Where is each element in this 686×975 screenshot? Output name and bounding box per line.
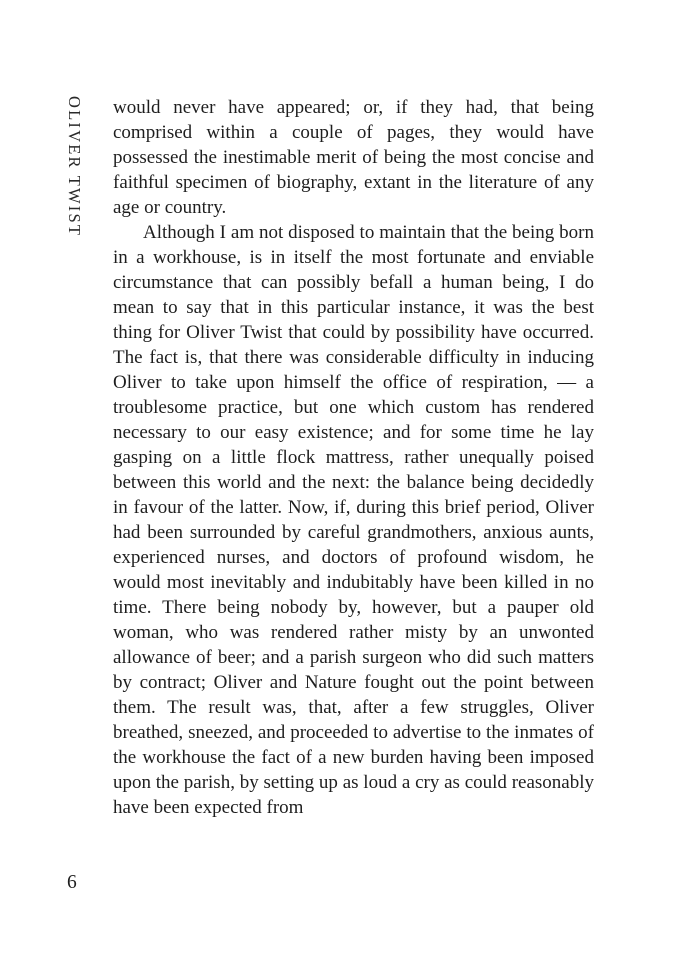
- page-number: 6: [67, 872, 77, 893]
- paragraph-continuation: would never have appeared; or, if they had, that being comprised within a couple of pages, they would have possessed the inestimable merit of being the most concise and faithful specimen of biography, extant in the literature of any age or country.: [113, 97, 594, 218]
- paragraph: Although I am not disposed to maintain that the being born in a workhouse, is in itself the most fortunate and enviable circumstance that can possibly befall a human being, I do mean to say that in this particular instance, it was the best thing for Oliver Twist that could by possibility have occurred. The fact is, that there was considerable difficulty in inducing Oliver to take upon himself the office of respiration, — a troublesome practice, but one which custom has rendered necessary to our easy existence; and for some time he lay gasping on a little flock mattress, rather unequally poised between this world and the next: the balance being decidedly in favour of the latter. Now, if, during this brief period, Oliver had been surrounded by careful grandmothers, anxious aunts, experienced nurses, and doctors of profound wisdom, he would most inevitably and indubitably have been killed in no time. There being nobody by, however, but a pauper old woman, who was rendered rather misty by an unwonted allowance of beer; and a parish surgeon who did such matters by contract; Oliver and Nature fought out the point between them. The result was, that, after a few struggles, Oliver breathed, sneezed, and proceeded to advertise to the inmates of the workhouse the fact of a new burden having been imposed upon the parish, by setting up as loud a cry as could reasonably have been expected from: [113, 222, 594, 818]
- running-head: OLIVER TWIST: [65, 96, 84, 238]
- text-block: [113, 95, 594, 820]
